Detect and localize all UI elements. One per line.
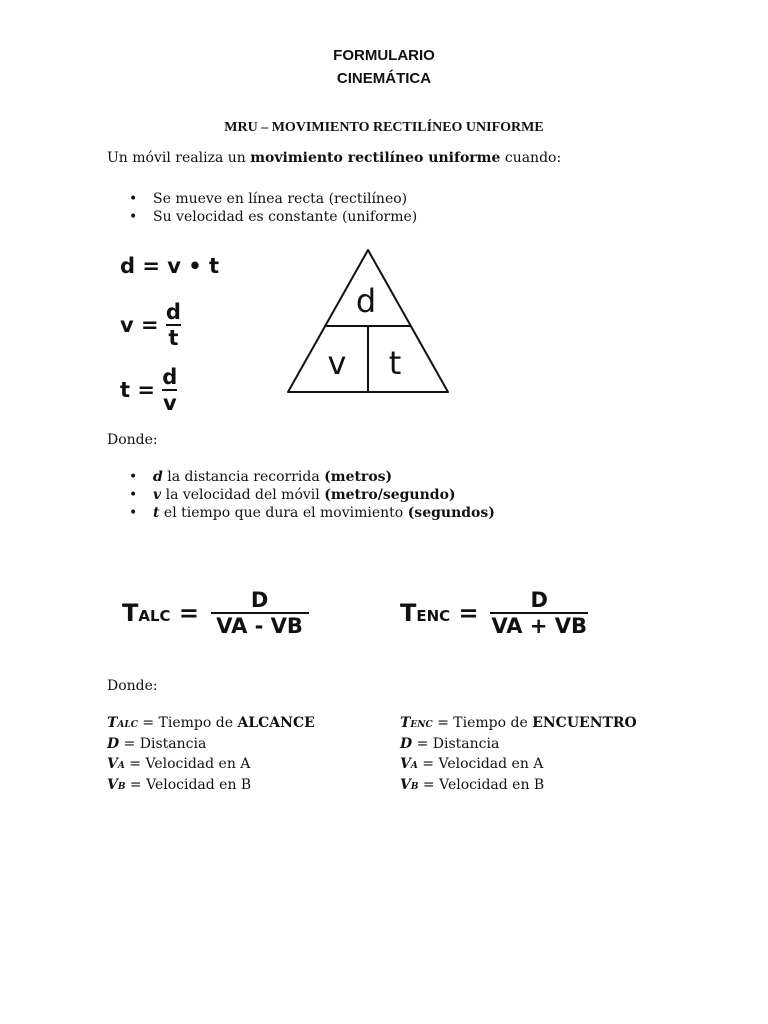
definition-row bbox=[107, 755, 315, 776]
formula-t-lhs: t = bbox=[120, 378, 155, 402]
section-title: MRU – MOVIMIENTO RECTILÍNEO UNIFORME bbox=[224, 120, 544, 135]
def-subscript: ALC bbox=[117, 720, 138, 730]
def-symbol: T bbox=[400, 715, 411, 731]
intro-pre: Un móvil realiza un bbox=[107, 150, 251, 166]
definitions-alcance bbox=[107, 714, 315, 796]
definition-row bbox=[400, 735, 637, 756]
dvt-triangle-diagram bbox=[280, 244, 460, 400]
def-text: = Velocidad en A bbox=[417, 756, 544, 772]
definition-row bbox=[400, 714, 637, 735]
definition-row bbox=[400, 776, 637, 797]
formula-t-numerator: d bbox=[162, 365, 178, 389]
def-symbol: T bbox=[107, 715, 118, 731]
formula-encuentro-denominator: VA + VB bbox=[491, 614, 588, 638]
formula-v-numerator: d bbox=[165, 300, 181, 324]
formula-encuentro-fraction bbox=[490, 588, 588, 638]
variables-list bbox=[107, 468, 495, 522]
formula-alcance bbox=[122, 588, 309, 648]
def-bold: ALCANCE bbox=[237, 715, 315, 731]
triangle-label-d: d bbox=[355, 282, 377, 320]
def-text: = Distancia bbox=[119, 735, 207, 752]
definition-row bbox=[107, 714, 315, 735]
list-item bbox=[107, 468, 495, 486]
donde-label: Donde: bbox=[107, 432, 158, 448]
formula-alcance-numerator: D bbox=[250, 588, 269, 612]
def-symbol: V bbox=[107, 756, 118, 772]
formula-t-fraction bbox=[162, 365, 177, 415]
intro-bold: movimiento rectilíneo uniforme bbox=[250, 150, 501, 166]
var-unit: (metros) bbox=[324, 469, 393, 485]
formula-alcance-t: T bbox=[122, 599, 139, 627]
document-subtitle: CINEMÁTICA bbox=[336, 70, 432, 87]
formula-encuentro-lhs bbox=[400, 599, 479, 627]
formula-v-fraction bbox=[166, 300, 181, 350]
def-text: = Distancia bbox=[412, 735, 500, 752]
var-description: el tiempo que dura el movimiento bbox=[159, 505, 408, 521]
def-subscript: ENC bbox=[410, 720, 433, 730]
definition-row bbox=[107, 776, 315, 797]
def-subscript: A bbox=[410, 761, 418, 771]
def-symbol: V bbox=[400, 756, 411, 772]
var-description: la distancia recorrida bbox=[162, 469, 325, 485]
var-description: la velocidad del móvil bbox=[161, 487, 325, 503]
definitions-encuentro bbox=[400, 714, 637, 796]
list-item: • Su velocidad es constante (uniforme) bbox=[107, 208, 417, 226]
def-subscript: B bbox=[117, 781, 126, 792]
def-subscript: A bbox=[117, 761, 125, 771]
formula-v-lhs: v = bbox=[120, 313, 159, 337]
list-item bbox=[107, 504, 495, 522]
formula-v-denominator: t bbox=[168, 326, 179, 350]
var-symbol: v bbox=[153, 487, 162, 503]
list-item bbox=[107, 486, 495, 504]
formula-encuentro-numerator: D bbox=[530, 588, 548, 612]
def-bold: ENCUENTRO bbox=[532, 715, 637, 731]
def-text: = Velocidad en B bbox=[125, 776, 252, 793]
conditions-list bbox=[107, 190, 417, 226]
list-item: • Se mueve en línea recta (rectilíneo) bbox=[107, 190, 417, 208]
formula-d: d = v • t bbox=[120, 254, 220, 278]
def-symbol: D bbox=[400, 735, 413, 752]
var-symbol: t bbox=[153, 505, 160, 521]
donde-label-2: Donde: bbox=[107, 678, 158, 694]
formula-encuentro-sub: ENC bbox=[416, 607, 451, 625]
formula-t bbox=[120, 365, 177, 419]
formula-encuentro-eq: = bbox=[450, 599, 479, 627]
var-unit: (metro/segundo) bbox=[324, 487, 456, 503]
definition-row bbox=[107, 735, 315, 756]
formula-v bbox=[120, 300, 181, 354]
formula-alcance-lhs bbox=[122, 599, 199, 627]
var-unit: (segundos) bbox=[407, 505, 495, 521]
document-title: FORMULARIO bbox=[333, 47, 435, 64]
triangle-label-t: t bbox=[388, 344, 402, 382]
intro-paragraph bbox=[107, 150, 561, 166]
intro-post: cuando: bbox=[500, 150, 562, 166]
def-text: = Tiempo de bbox=[137, 715, 238, 731]
formula-t-denominator: v bbox=[162, 391, 177, 415]
def-text: = Velocidad en B bbox=[418, 776, 545, 793]
formula-alcance-sub: ALC bbox=[138, 607, 171, 625]
formula-alcance-denominator: VA - VB bbox=[216, 614, 303, 638]
definition-row bbox=[400, 755, 637, 776]
formula-encuentro bbox=[400, 588, 588, 648]
var-symbol: d bbox=[153, 469, 163, 485]
formula-encuentro-t: T bbox=[400, 599, 417, 627]
formula-alcance-eq: = bbox=[170, 599, 200, 627]
def-symbol: D bbox=[107, 735, 120, 752]
formula-alcance-fraction bbox=[211, 588, 309, 638]
def-symbol: V bbox=[107, 776, 118, 793]
def-subscript: B bbox=[410, 781, 419, 792]
triangle-label-v: v bbox=[327, 344, 347, 382]
def-symbol: V bbox=[400, 776, 411, 793]
def-text: = Velocidad en A bbox=[124, 756, 251, 772]
def-text: = Tiempo de bbox=[432, 715, 533, 731]
